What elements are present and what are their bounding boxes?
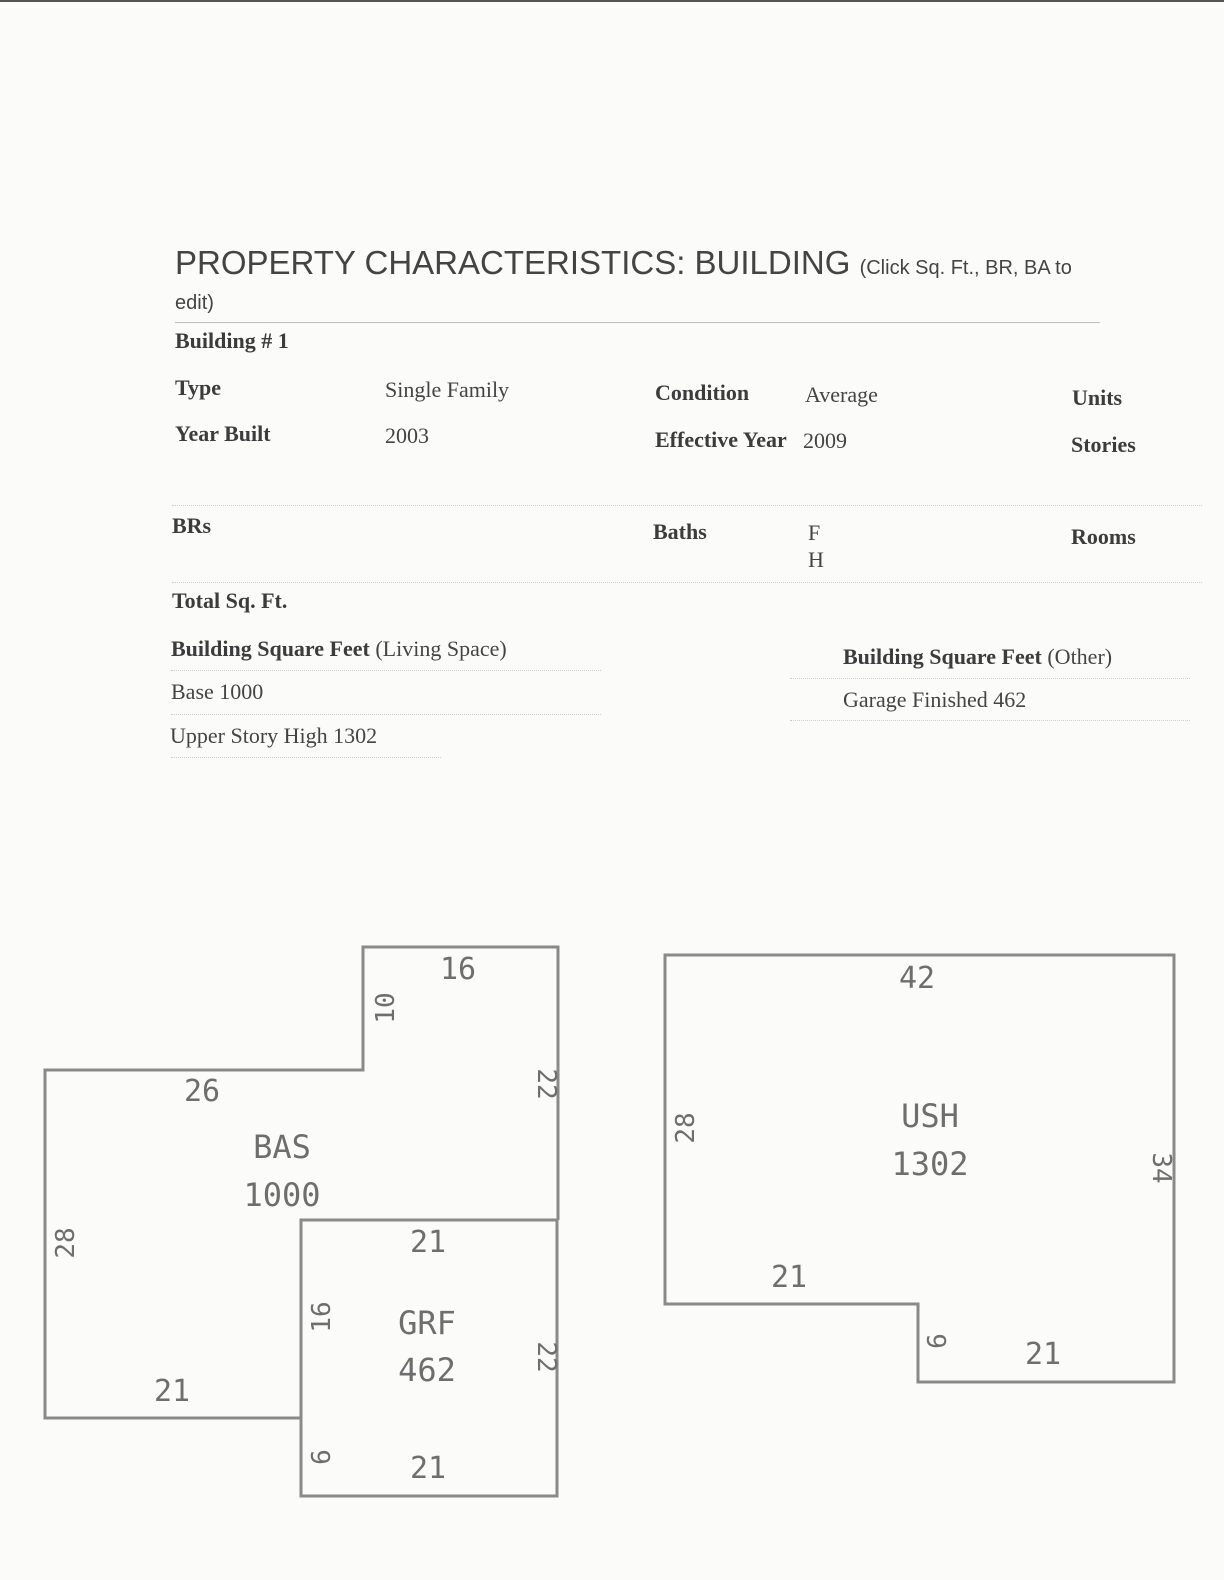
year-built-label: Year Built bbox=[175, 421, 271, 446]
bas-area: 1000 bbox=[243, 1176, 321, 1214]
dim-label: 21 bbox=[409, 1225, 447, 1260]
other-space-heading: Building Square Feet (Other) bbox=[843, 644, 1113, 669]
dim-label: 10 bbox=[371, 992, 401, 1024]
dim-label: 6 bbox=[923, 1333, 953, 1349]
grf-area: 462 bbox=[398, 1351, 456, 1389]
dim-label: 34 bbox=[1146, 1152, 1176, 1184]
units-label: Units bbox=[1072, 385, 1123, 410]
edit-note-continued: edit) bbox=[175, 292, 214, 314]
dim-label: 28 bbox=[671, 1112, 701, 1144]
other-space-item: Garage Finished 462 bbox=[843, 687, 1027, 712]
type-label: Type bbox=[175, 375, 222, 400]
dim-label: 22 bbox=[531, 1341, 561, 1373]
baths-half: H bbox=[808, 547, 824, 572]
brs-label: BRs bbox=[172, 513, 212, 538]
edit-note: (Click Sq. Ft., BR, BA to bbox=[859, 257, 1072, 279]
dim-label: 22 bbox=[531, 1068, 561, 1100]
dim-label: 21 bbox=[409, 1451, 447, 1486]
total-sqft-label: Total Sq. Ft. bbox=[172, 588, 288, 613]
living-space-item: Base 1000 bbox=[171, 679, 264, 704]
condition-value: Average bbox=[805, 382, 878, 407]
dim-label: 16 bbox=[307, 1301, 337, 1333]
dim-label: 21 bbox=[770, 1260, 808, 1295]
type-value: Single Family bbox=[385, 377, 510, 402]
living-space-heading: Building Square Feet (Living Space) bbox=[171, 636, 507, 661]
ush-code: USH bbox=[901, 1097, 959, 1135]
effective-year-value: 2009 bbox=[803, 428, 847, 453]
dim-label: 21 bbox=[1024, 1337, 1062, 1372]
baths-label: Baths bbox=[653, 519, 707, 544]
dim-label: 6 bbox=[307, 1449, 337, 1465]
building-number: Building # 1 bbox=[175, 328, 289, 353]
dim-label: 28 bbox=[51, 1227, 81, 1259]
effective-year-label: Effective Year bbox=[655, 427, 787, 452]
dim-label: 16 bbox=[439, 952, 477, 987]
ush-area: 1302 bbox=[891, 1145, 969, 1183]
grf-code: GRF bbox=[398, 1304, 456, 1342]
bas-code: BAS bbox=[253, 1128, 311, 1166]
condition-label: Condition bbox=[655, 380, 750, 405]
dim-label: 21 bbox=[153, 1374, 191, 1409]
baths-full: F bbox=[808, 520, 821, 545]
page-title: PROPERTY CHARACTERISTICS: BUILDING (Click Sq. Ft., BR, BA to bbox=[175, 244, 1072, 281]
year-built-value: 2003 bbox=[385, 423, 429, 448]
living-space-item: Upper Story High 1302 bbox=[170, 723, 378, 748]
dim-label: 26 bbox=[183, 1074, 221, 1109]
stories-label: Stories bbox=[1071, 432, 1136, 457]
dim-label: 42 bbox=[898, 961, 936, 996]
rooms-label: Rooms bbox=[1071, 524, 1136, 549]
